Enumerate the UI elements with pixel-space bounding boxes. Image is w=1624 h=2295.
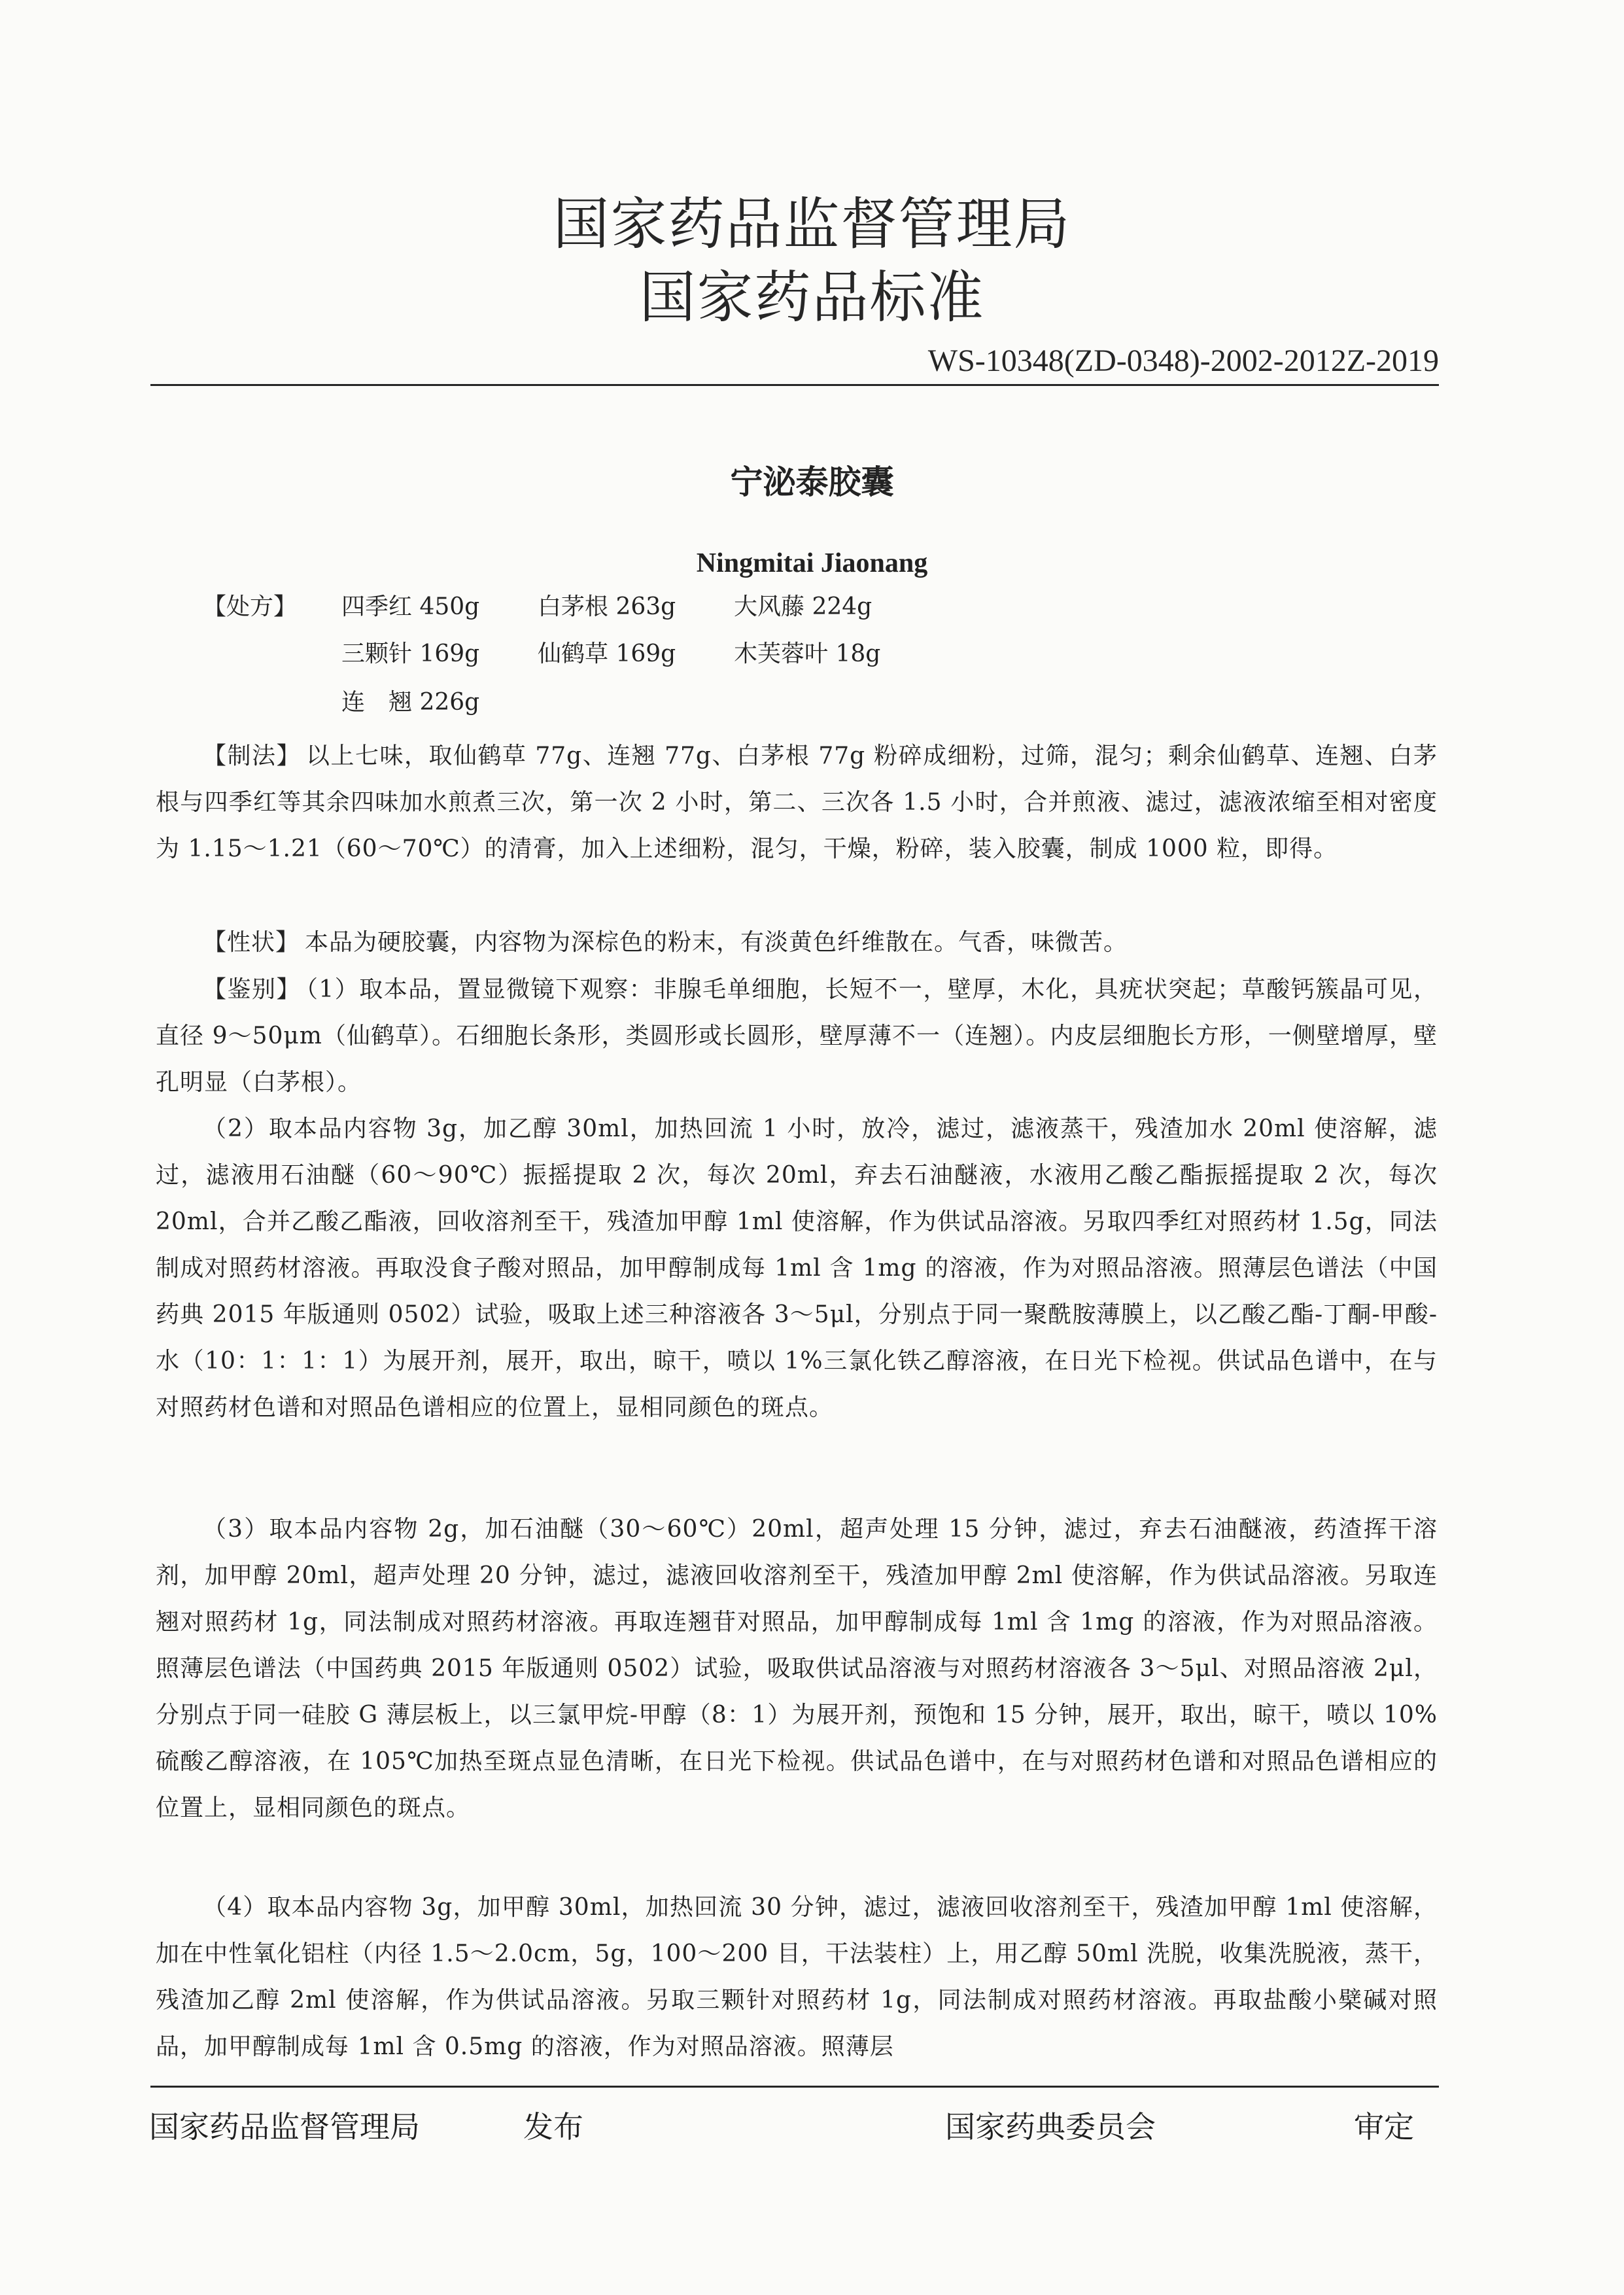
section-text: （1）取本品，置显微镜下观察：非腺毛单细胞，长短不一，壁厚，木化，具疣状突起；草酸钙簇晶可见，直径 9～50μm（仙鹤草）。石细胞长条形，类圆形或长圆形，壁厚薄不一（连翘）。内皮层细胞长方形，一侧壁增厚，壁孔明显（白茅根）。: [156, 976, 1438, 1096]
ingredient: 连 翘 226g: [341, 689, 480, 716]
ingredient: 仙鹤草 169g: [538, 640, 676, 667]
ingredient: 三颗针 169g: [341, 640, 480, 667]
formula-row-3: [203, 691, 988, 717]
ingredient: 白茅根 263g: [538, 593, 676, 620]
identification-3: [156, 1506, 1438, 1831]
formula-row-2: [203, 642, 988, 669]
issuing-authority-title: 国家药品监督管理局: [553, 192, 1071, 257]
section-label: 【性状】: [203, 929, 300, 956]
section-identification: [156, 966, 1438, 1106]
standard-number: WS-10348(ZD-0348)-2002-2012Z-2019: [927, 343, 1439, 378]
section-label: 【鉴别】: [203, 976, 301, 1003]
identification-4: [156, 1884, 1438, 2070]
formula-row-1: [203, 595, 988, 622]
section-label: 【制法】: [203, 743, 301, 769]
ingredient: 木芙蓉叶 18g: [734, 640, 881, 667]
section-description: [156, 919, 1438, 966]
ingredient: 四季红 450g: [341, 593, 480, 620]
standard-type-title: 国家药品标准: [639, 265, 985, 330]
footer-issuer: 国家药品监督管理局: [149, 2109, 420, 2145]
footer-reviewer: 国家药典委员会: [945, 2109, 1156, 2145]
section-text: （2）取本品内容物 3g，加乙醇 30ml，加热回流 1 小时，放冷，滤过，滤液蒸干，残渣加水 20ml 使溶解，滤过，滤液用石油醚（60～90℃）振摇提取 2 次，每次 20ml，弃去石油醚液，水液用乙酸乙酯振摇提取 2 次，每次 20ml，合并乙酸乙酯液，回收溶剂至干，残渣加甲醇 1ml 使溶解，作为供试品溶液。另取四季红对照药材 1.5g，同法制成对照药材溶液。再取没食子酸对照品，加甲醇制成每 1ml 含 1mg 的溶液，作为对照品溶液。照薄层色谱法（中国药典 2015 年版通则 0502）试验，吸取上述三种溶液各 3～5μl，分别点于同一聚酰胺薄膜上，以乙酸乙酯-丁酮-甲酸-水（10：1：1：1）为展开剂，展开，取出，晾干，喷以 1%三氯化铁乙醇溶液，在日光下检视。供试品色谱中，在与对照药材色谱和对照品色谱相应的位置上，显相同颜色的斑点。: [156, 1115, 1438, 1421]
section-text: （4）取本品内容物 3g，加甲醇 30ml，加热回流 30 分钟，滤过，滤液回收溶剂至干，残渣加甲醇 1ml 使溶解，加在中性氧化铝柱（内径 1.5～2.0cm，5g，100～200 目，干法装柱）上，用乙醇 50ml 洗脱，收集洗脱液，蒸干，残渣加乙醇 2ml 使溶解，作为供试品溶液。另取三颗针对照药材 1g，同法制成对照药材溶液。再取盐酸小檗碱对照品，加甲醇制成每 1ml 含 0.5mg 的溶液，作为对照品溶液。照薄层: [156, 1894, 1438, 2060]
identification-2: [156, 1106, 1438, 1431]
footer-review-word: 审定: [1354, 2109, 1414, 2145]
section-text: 本品为硬胶囊，内容物为深棕色的粉末，有淡黄色纤维散在。气香，味微苦。: [305, 929, 1128, 956]
footer-rule: [150, 2086, 1439, 2088]
product-title: 宁泌泰胶囊: [730, 463, 894, 501]
header-rule: [150, 384, 1439, 386]
section-preparation: [156, 733, 1438, 872]
ingredient: 大风藤 224g: [734, 593, 872, 620]
product-pinyin: Ningmitai Jiaonang: [696, 548, 928, 578]
formula-label: 【处方】: [203, 593, 298, 620]
section-text: （3）取本品内容物 2g，加石油醚（30～60℃）20ml，超声处理 15 分钟，滤过，弃去石油醚液，药渣挥干溶剂，加甲醇 20ml，超声处理 20 分钟，滤过，滤液回收溶剂至干，残渣加甲醇 2ml 使溶解，作为供试品溶液。另取连翘对照药材 1g，同法制成对照药材溶液。再取连翘苷对照品，加甲醇制成每 1ml 含 1mg 的溶液，作为对照品溶液。照薄层色谱法（中国药典 2015 年版通则 0502）试验，吸取供试品溶液与对照药材溶液各 3～5μl、对照品溶液 2μl，分别点于同一硅胶 G 薄层板上，以三氯甲烷-甲醇（8：1）为展开剂，预饱和 15 分钟，展开，取出，晾干，喷以 10%硫酸乙醇溶液，在 105℃加热至斑点显色清晰，在日光下检视。供试品色谱中，在与对照药材色谱和对照品色谱相应的位置上，显相同颜色的斑点。: [156, 1516, 1438, 1821]
footer-issue-word: 发布: [523, 2109, 583, 2145]
section-text: 以上七味，取仙鹤草 77g、连翘 77g、白茅根 77g 粉碎成细粉，过筛，混匀；剩余仙鹤草、连翘、白茅根与四季红等其余四味加水煎煮三次，第一次 2 小时，第二、三次各 1.5 小时，合并煎液、滤过，滤液浓缩至相对密度为 1.15～1.21（60～70℃）的清膏，加入上述细粉，混匀，干燥，粉碎，装入胶囊，制成 1000 粒，即得。: [156, 743, 1438, 862]
